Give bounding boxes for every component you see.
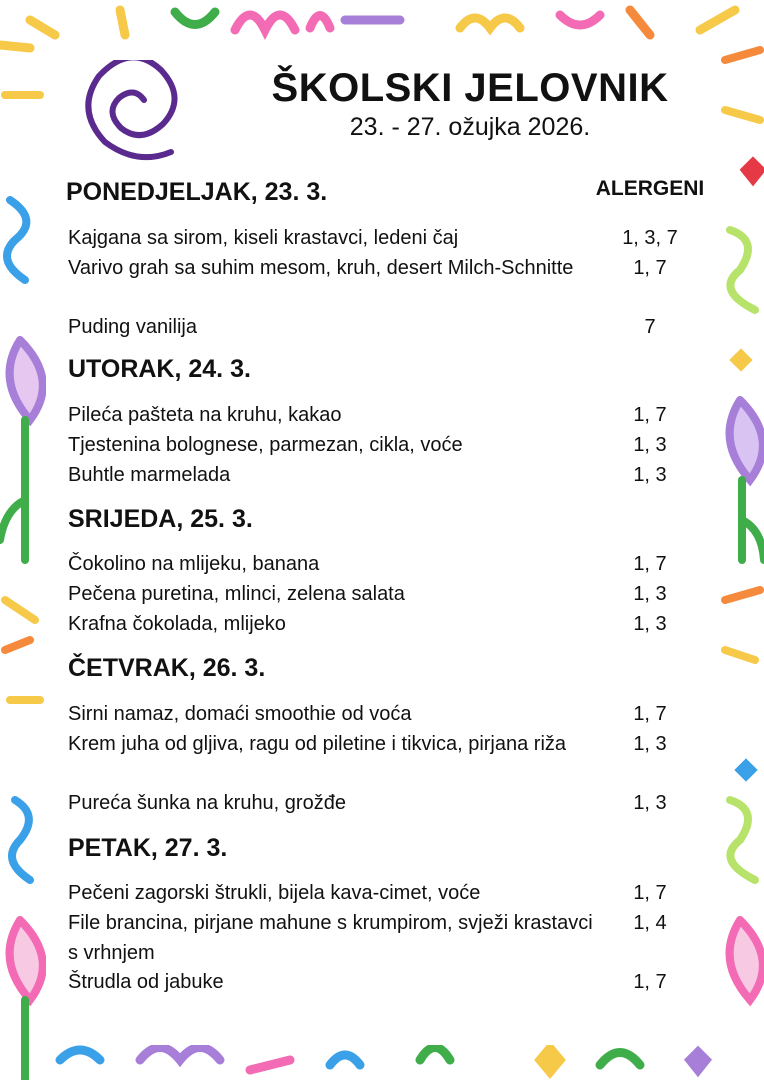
page-title: ŠKOLSKI JELOVNIK — [271, 66, 669, 110]
day-title-wednesday: SRIJEDA, 25. 3. — [68, 505, 253, 533]
day-title-tuesday: UTORAK, 24. 3. — [68, 355, 251, 383]
meal-item: Pečena puretina, mlinci, zelena salata — [68, 583, 405, 605]
spiral-logo — [82, 60, 197, 162]
day-title-thursday: ČETVRAK, 26. 3. — [68, 654, 266, 682]
meal-allergens: 1, 3 — [633, 434, 667, 456]
meal-item: Krafna čokolada, mlijeko — [68, 613, 286, 635]
meal-allergens: 1, 7 — [633, 971, 667, 993]
meal-item: Krem juha od gljiva, ragu od piletine i tikvica, pirjana riža — [68, 733, 567, 755]
meal-allergens: 1, 3 — [633, 733, 667, 755]
day-title-monday: PONEDJELJAK, 23. 3. — [66, 178, 328, 206]
meal-item: Tjestenina bolognese, parmezan, cikla, voće — [68, 434, 463, 456]
meal-allergens: 1, 3 — [633, 583, 667, 605]
meal-item: Štrudla od jabuke — [68, 971, 224, 993]
meal-allergens: 1, 3 — [633, 792, 667, 814]
meal-allergens: 1, 7 — [633, 553, 667, 575]
meal-item: File brancina, pirjane mahune s krumpirom, svježi krastavci s vrhnjem — [68, 912, 593, 964]
meal-item: Čokolino na mlijeku, banana — [68, 553, 320, 575]
meal-allergens: 1, 3, 7 — [622, 227, 678, 249]
date-range: 23. - 27. ožujka 2026. — [349, 113, 591, 141]
meal-item: Kajgana sa sirom, kiseli krastavci, ledeni čaj — [68, 227, 459, 249]
meal-allergens: 1, 7 — [633, 882, 667, 904]
meal-item: Varivo grah sa suhim mesom, kruh, desert Milch-Schnitte — [68, 257, 574, 279]
meal-allergens: 7 — [644, 316, 656, 338]
meal-allergens: 1, 3 — [633, 613, 667, 635]
allergens-column-header: ALERGENI — [595, 177, 705, 200]
meal-allergens: 1, 4 — [633, 912, 667, 934]
day-title-friday: PETAK, 27. 3. — [68, 834, 228, 862]
meal-allergens: 1, 7 — [633, 404, 667, 426]
meal-item: Sirni namaz, domaći smoothie od voća — [68, 703, 412, 725]
meal-item: Pileća pašteta na kruhu, kakao — [68, 404, 342, 426]
meal-item: Buhtle marmelada — [68, 464, 231, 486]
meal-item: Pečeni zagorski štrukli, bijela kava-cimet, voće — [68, 882, 481, 904]
meal-allergens: 1, 7 — [633, 257, 667, 279]
meal-item: Puding vanilija — [68, 316, 197, 338]
meal-allergens: 1, 7 — [633, 703, 667, 725]
meal-allergens: 1, 3 — [633, 464, 667, 486]
meal-item: Pureća šunka na kruhu, grožđe — [68, 792, 346, 814]
